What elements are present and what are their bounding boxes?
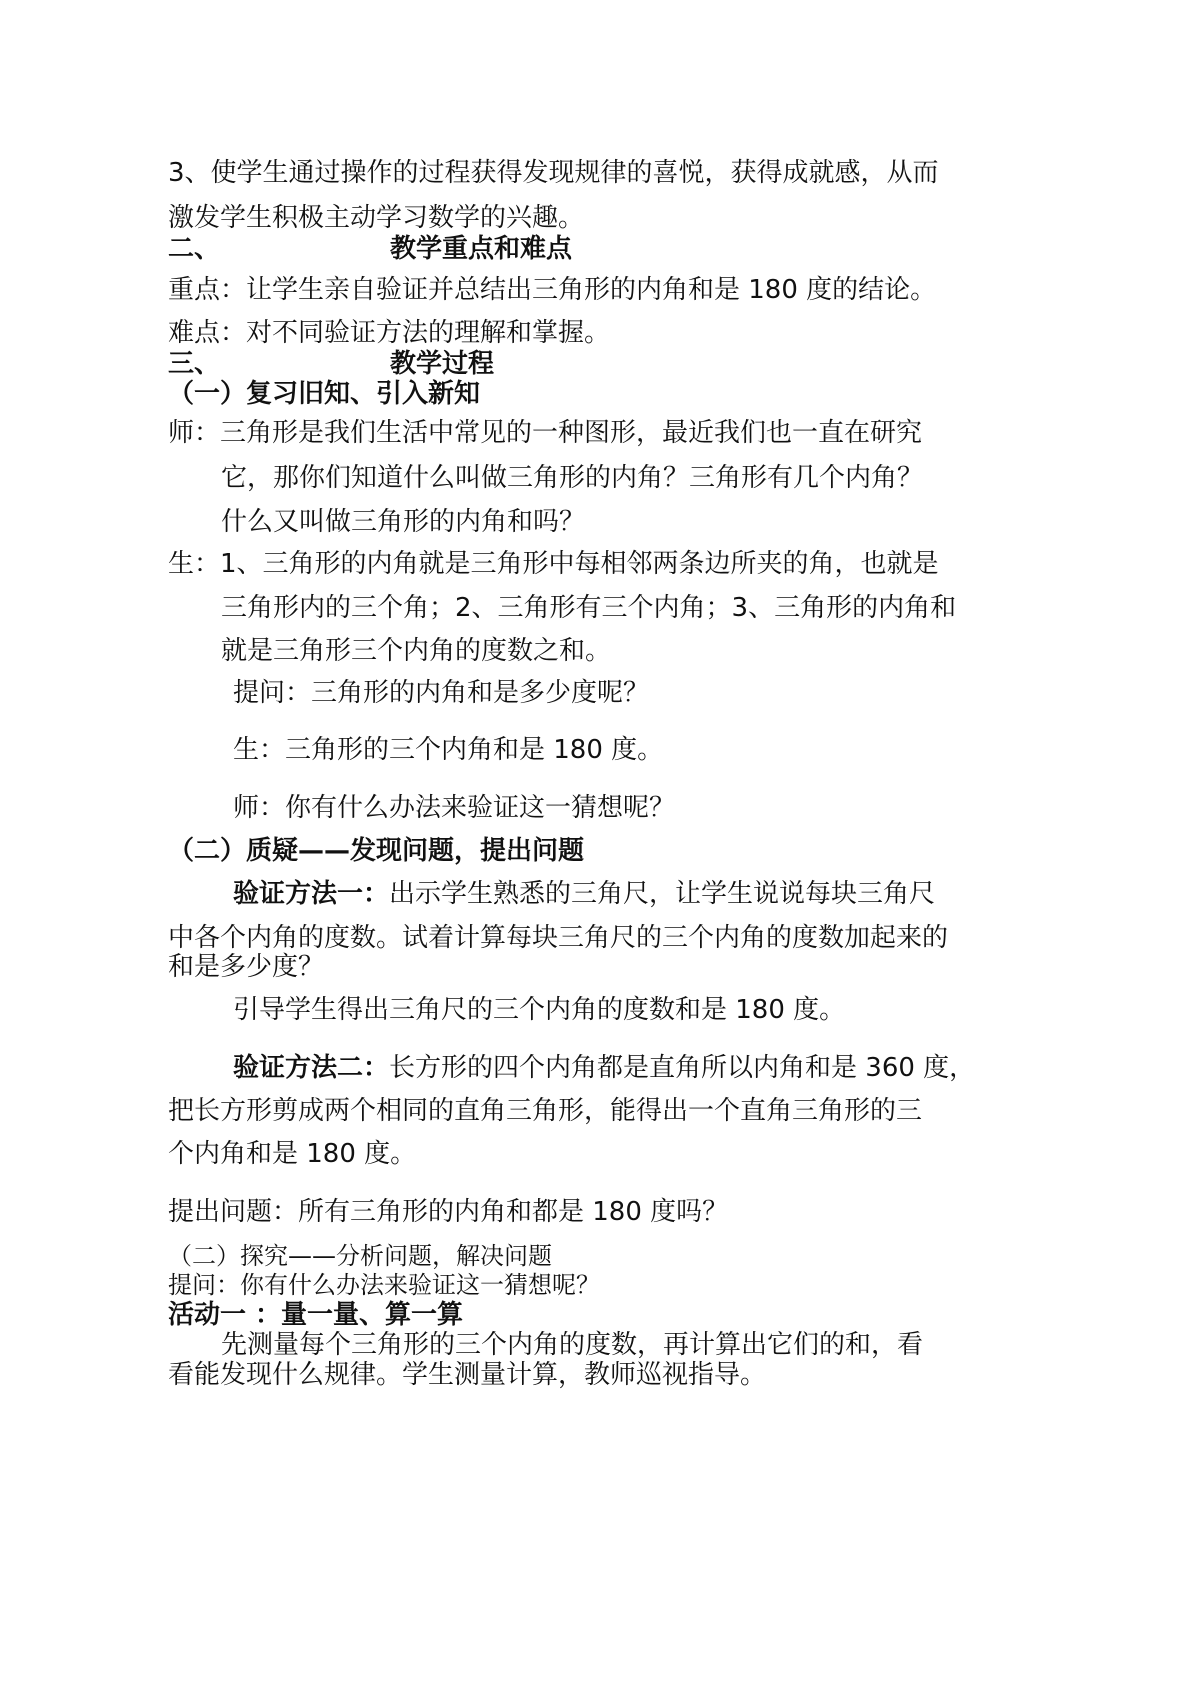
difficulty: 难点：对不同验证方法的理解和掌握。 xyxy=(168,318,611,348)
ask-question-2: 提问：你有什么办法来验证这一猜想呢？ xyxy=(168,1271,600,1299)
student-answer-line-1: 生：1、三角形的内角就是三角形中每相邻两条边所夹的角，也就是 xyxy=(168,549,939,579)
section-3-title: 教学过程 xyxy=(390,349,495,379)
method-1-line-1 xyxy=(233,881,935,907)
activity-1-line-1: 先测量每个三角形的三个内角的度数，再计算出它们的和，看 xyxy=(221,1330,924,1360)
method-2-label: 验证方法二： xyxy=(233,1053,390,1083)
ask-question-1: 提问：三角形的内角和是多少度呢？ xyxy=(233,678,650,708)
method-1-text: 出示学生熟悉的三角尺，让学生说说每块三角尺 xyxy=(389,879,936,909)
section-2-number: 二、 xyxy=(168,234,221,264)
method-1-line-2: 中各个内角的度数。试着计算每块三角尺的三个内角的度数加起来的 xyxy=(168,923,949,953)
activity-1-line-2: 看能发现什么规律。学生测量计算，教师巡视指导。 xyxy=(168,1360,767,1390)
section-3-heading xyxy=(168,351,494,377)
student-answer-line-2: 三角形内的三个角；2、三角形有三个内角；3、三角形的内角和 xyxy=(221,593,957,623)
section-2-title: 教学重点和难点 xyxy=(390,234,573,264)
teacher-question-line-1: 师：三角形是我们生活中常见的一种图形，最近我们也一直在研究 xyxy=(168,418,923,448)
key-point: 重点：让学生亲自验证并总结出三角形的内角和是 180 度的结论。 xyxy=(168,275,937,305)
method-2-line-2: 把长方形剪成两个相同的直角三角形，能得出一个直角三角形的三 xyxy=(168,1096,923,1126)
method-2-line-1 xyxy=(233,1055,975,1081)
student-reply: 生：三角形的三个内角和是 180 度。 xyxy=(233,735,664,765)
raise-question: 提出问题：所有三角形的内角和都是 180 度吗？ xyxy=(168,1197,729,1227)
part-2-heading: （二）质疑——发现问题，提出问题 xyxy=(168,836,585,866)
method-2-text: 长方形的四个内角都是直角所以内角和是 360 度， xyxy=(389,1053,976,1083)
part-3-heading: （二）探究——分析问题，解决问题 xyxy=(168,1242,552,1270)
section-3-number: 三、 xyxy=(168,349,221,379)
section-2-heading xyxy=(168,236,572,262)
goal-3-line-1: 3、使学生通过操作的过程获得发现规律的喜悦，获得成就感，从而 xyxy=(168,158,939,188)
method-2-line-3: 个内角和是 180 度。 xyxy=(168,1139,417,1169)
method-1-conclusion: 引导学生得出三角尺的三个内角的度数和是 180 度。 xyxy=(233,995,846,1025)
teacher-question-line-3: 什么又叫做三角形的内角和吗？ xyxy=(221,507,586,537)
method-1-label: 验证方法一： xyxy=(233,879,390,909)
activity-1-title: 活动一 ：量一量、算一算 xyxy=(168,1300,464,1330)
goal-3-line-2: 激发学生积极主动学习数学的兴趣。 xyxy=(168,203,585,233)
part-1-heading: （一）复习旧知、引入新知 xyxy=(168,379,481,409)
teacher-prompt: 师：你有什么办法来验证这一猜想呢？ xyxy=(233,793,676,823)
method-1-line-3: 和是多少度？ xyxy=(168,952,325,982)
student-answer-line-3: 就是三角形三个内角的度数之和。 xyxy=(221,636,612,666)
teacher-question-line-2: 它，那你们知道什么叫做三角形的内角？三角形有几个内角？ xyxy=(221,463,924,493)
